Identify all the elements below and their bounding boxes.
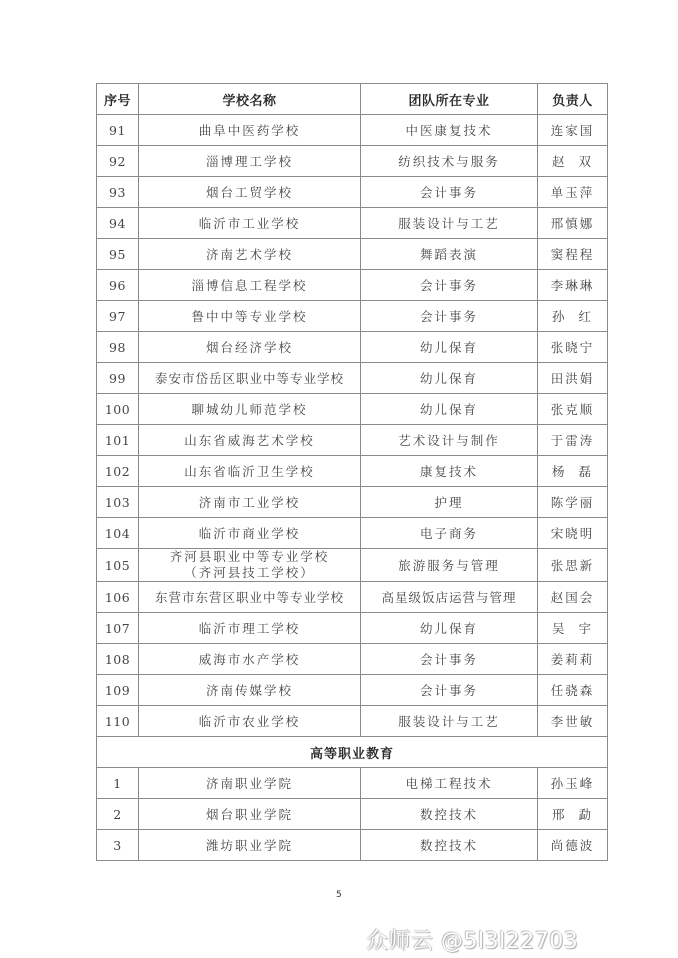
- row-lead: 李琳琳: [538, 270, 608, 301]
- row-lead: 张克顺: [538, 394, 608, 425]
- section-title: 高等职业教育: [97, 737, 608, 768]
- row-index: 92: [97, 146, 139, 177]
- row-major: 数控技术: [361, 799, 538, 830]
- table-row: [97, 487, 608, 518]
- row-school: 山东省临沂卫生学校: [139, 456, 361, 487]
- table-row: [97, 363, 608, 394]
- row-major: 幼儿保育: [361, 613, 538, 644]
- row-school: 泰安市岱岳区职业中等专业学校: [139, 363, 361, 394]
- row-lead: 连家国: [538, 115, 608, 146]
- row-lead: 田洪娟: [538, 363, 608, 394]
- row-lead: 赵国会: [538, 582, 608, 613]
- row-major: 艺术设计与制作: [361, 425, 538, 456]
- row-index: 106: [97, 582, 139, 613]
- header-lead: 负责人: [538, 84, 608, 115]
- row-index: 3: [97, 830, 139, 861]
- table-row: [97, 208, 608, 239]
- table-row: [97, 425, 608, 456]
- watermark: 众师云 @5l3l22703: [366, 929, 579, 954]
- row-school: 聊城幼儿师范学校: [139, 394, 361, 425]
- row-index: 104: [97, 518, 139, 549]
- table-row: [97, 146, 608, 177]
- row-major: 纺织技术与服务: [361, 146, 538, 177]
- row-school: 曲阜中医药学校: [139, 115, 361, 146]
- table-row: [97, 332, 608, 363]
- row-major: 服装设计与工艺: [361, 208, 538, 239]
- row-lead: 吴 宇: [538, 613, 608, 644]
- table-row: [97, 456, 608, 487]
- table-row: [97, 518, 608, 549]
- row-major: 舞蹈表演: [361, 239, 538, 270]
- row-major: 服装设计与工艺: [361, 706, 538, 737]
- row-lead: 杨 磊: [538, 456, 608, 487]
- row-school: 烟台职业学院: [139, 799, 361, 830]
- row-index: 93: [97, 177, 139, 208]
- row-lead: 陈学丽: [538, 487, 608, 518]
- table-row: [97, 270, 608, 301]
- row-lead: 邢慎娜: [538, 208, 608, 239]
- row-index: 102: [97, 456, 139, 487]
- row-index: 96: [97, 270, 139, 301]
- table-row: [97, 613, 608, 644]
- table-row: [97, 706, 608, 737]
- header-school: 学校名称: [139, 84, 361, 115]
- table-row: [97, 768, 608, 799]
- row-index: 100: [97, 394, 139, 425]
- row-major: 会计事务: [361, 270, 538, 301]
- row-major: 会计事务: [361, 675, 538, 706]
- row-major: 幼儿保育: [361, 332, 538, 363]
- row-major: 会计事务: [361, 301, 538, 332]
- row-school: 临沂市商业学校: [139, 518, 361, 549]
- row-school-line2: （齐河县技工学校）: [184, 565, 315, 580]
- row-major: 康复技术: [361, 456, 538, 487]
- row-index: 103: [97, 487, 139, 518]
- row-school: 威海市水产学校: [139, 644, 361, 675]
- row-index: 105: [97, 549, 139, 582]
- row-index: 99: [97, 363, 139, 394]
- row-index: 94: [97, 208, 139, 239]
- row-school: 烟台经济学校: [139, 332, 361, 363]
- row-lead: 赵 双: [538, 146, 608, 177]
- row-index: 107: [97, 613, 139, 644]
- table-row: [97, 799, 608, 830]
- row-school: 济南传媒学校: [139, 675, 361, 706]
- row-school: 临沂市农业学校: [139, 706, 361, 737]
- row-school: 山东省威海艺术学校: [139, 425, 361, 456]
- row-lead: 张思新: [538, 549, 608, 582]
- row-lead: 尚德波: [538, 830, 608, 861]
- row-index: 2: [97, 799, 139, 830]
- header-index: 序号: [97, 84, 139, 115]
- table-header-row: [97, 84, 608, 115]
- header-major: 团队所在专业: [361, 84, 538, 115]
- table-row: [97, 394, 608, 425]
- row-lead: 邢 勐: [538, 799, 608, 830]
- row-school-line1: 齐河县职业中等专业学校: [169, 549, 330, 564]
- row-index: 101: [97, 425, 139, 456]
- row-school: 潍坊职业学院: [139, 830, 361, 861]
- row-major: 中医康复技术: [361, 115, 538, 146]
- table-row: [97, 115, 608, 146]
- row-index: 108: [97, 644, 139, 675]
- row-lead: 宋晓明: [538, 518, 608, 549]
- row-major: 幼儿保育: [361, 363, 538, 394]
- row-lead: 单玉萍: [538, 177, 608, 208]
- row-index: 98: [97, 332, 139, 363]
- table-row: [97, 549, 608, 582]
- row-lead: 任骁森: [538, 675, 608, 706]
- row-major: 会计事务: [361, 177, 538, 208]
- row-lead: 李世敏: [538, 706, 608, 737]
- table-row: [97, 301, 608, 332]
- section-header-row: [97, 737, 608, 768]
- row-index: 95: [97, 239, 139, 270]
- row-school: 鲁中中等专业学校: [139, 301, 361, 332]
- table-row: [97, 177, 608, 208]
- row-lead: 于雷涛: [538, 425, 608, 456]
- row-lead: 张晓宁: [538, 332, 608, 363]
- table-row: [97, 239, 608, 270]
- row-major: 数控技术: [361, 830, 538, 861]
- row-school: 济南艺术学校: [139, 239, 361, 270]
- table-row: [97, 675, 608, 706]
- row-index: 97: [97, 301, 139, 332]
- row-index: 109: [97, 675, 139, 706]
- page-number: 5: [336, 890, 342, 900]
- team-roster-table: [96, 83, 608, 861]
- row-school: [139, 549, 361, 582]
- table-row: [97, 644, 608, 675]
- row-major: 电子商务: [361, 518, 538, 549]
- table-row: [97, 582, 608, 613]
- row-school: 烟台工贸学校: [139, 177, 361, 208]
- row-major: 幼儿保育: [361, 394, 538, 425]
- row-major: 旅游服务与管理: [361, 549, 538, 582]
- row-index: 1: [97, 768, 139, 799]
- row-school: 东营市东营区职业中等专业学校: [139, 582, 361, 613]
- table-row: [97, 830, 608, 861]
- row-lead: 孙玉峰: [538, 768, 608, 799]
- row-school: 淄博理工学校: [139, 146, 361, 177]
- row-major: 护理: [361, 487, 538, 518]
- row-lead: 窦程程: [538, 239, 608, 270]
- row-school: 临沂市工业学校: [139, 208, 361, 239]
- row-school: 临沂市理工学校: [139, 613, 361, 644]
- row-lead: 孙 红: [538, 301, 608, 332]
- row-school: 济南职业学院: [139, 768, 361, 799]
- row-major: 电梯工程技术: [361, 768, 538, 799]
- row-major: 会计事务: [361, 644, 538, 675]
- row-school: 济南市工业学校: [139, 487, 361, 518]
- row-index: 110: [97, 706, 139, 737]
- row-lead: 姜莉莉: [538, 644, 608, 675]
- row-major: 高星级饭店运营与管理: [361, 582, 538, 613]
- row-index: 91: [97, 115, 139, 146]
- row-school: 淄博信息工程学校: [139, 270, 361, 301]
